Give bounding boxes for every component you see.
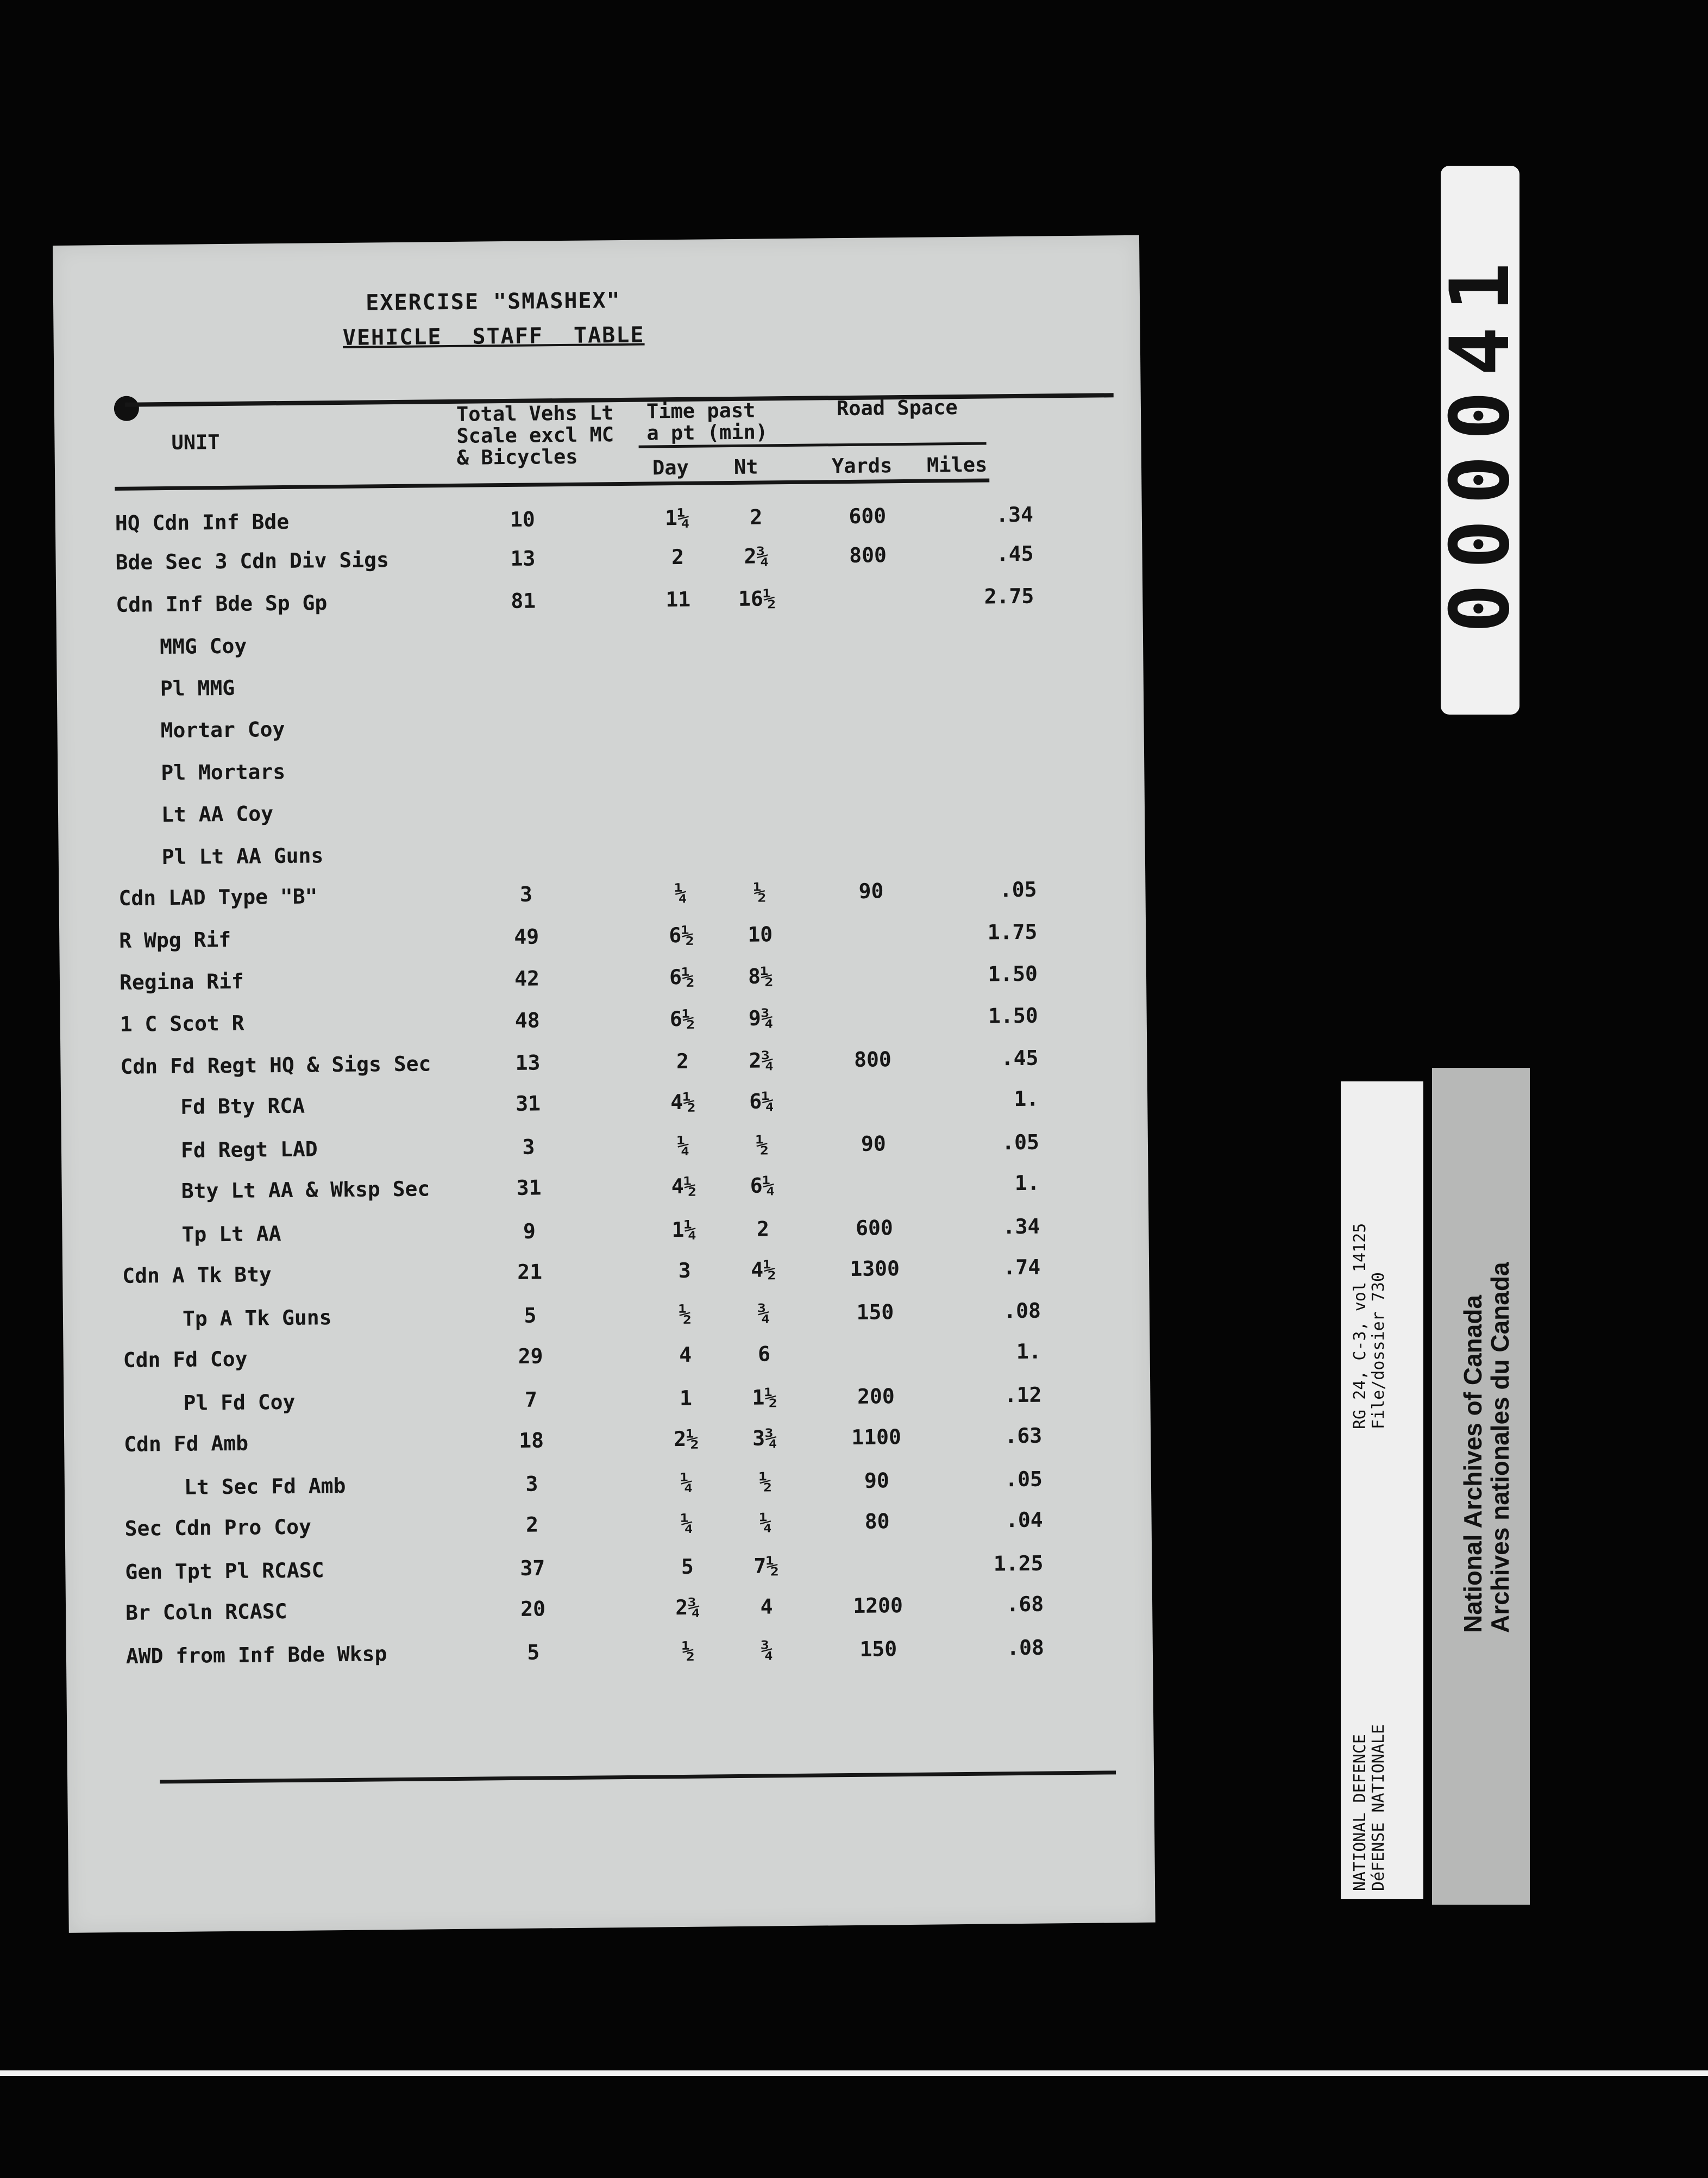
- cell-unit: Pl Mortars: [161, 759, 286, 785]
- cell-nt: ½: [756, 1132, 769, 1157]
- cell-yards: 150: [859, 1637, 897, 1661]
- table-row: [62, 1213, 1148, 1256]
- cell-unit: Cdn Inf Bde Sp Gp: [116, 591, 328, 617]
- table-row: [65, 1550, 1152, 1593]
- cell-vehicles: 3: [519, 882, 533, 906]
- cell-unit: MMG Coy: [159, 634, 247, 659]
- table-row: [62, 1170, 1148, 1213]
- cell-miles: .34: [1002, 1214, 1040, 1239]
- document-sheet: [53, 235, 1156, 1933]
- cell-nt: ¼: [759, 1510, 773, 1535]
- cell-unit: Sec Cdn Pro Coy: [124, 1514, 312, 1541]
- table-row: [55, 541, 1142, 584]
- cell-nt: 2: [756, 1217, 770, 1241]
- reference-line-2: File/dossier 730: [1369, 1272, 1388, 1429]
- cell-yards: [827, 585, 909, 586]
- cell-nt: ¾: [757, 1301, 770, 1325]
- cell-unit: HQ Cdn Inf Bde: [115, 509, 290, 535]
- archive-reference-label: [1341, 1081, 1423, 1899]
- cell-vehicles: 2: [525, 1512, 539, 1537]
- cell-nt: 4½: [751, 1257, 776, 1282]
- table-row: [65, 1507, 1151, 1550]
- cell-miles: .34: [995, 502, 1034, 527]
- cell-miles: .04: [1005, 1507, 1043, 1532]
- cell-day: 2¾: [675, 1595, 701, 1620]
- cell-nt: [728, 712, 788, 713]
- cell-miles: .12: [1004, 1382, 1042, 1407]
- cell-day: [649, 713, 709, 714]
- cell-nt: ½: [753, 880, 767, 904]
- cell-day: [649, 671, 709, 672]
- cell-nt: 1½: [752, 1385, 777, 1410]
- cell-yards: 90: [861, 1131, 887, 1156]
- cell-day: 1¼: [671, 1217, 697, 1242]
- cell-day: ½: [682, 1638, 695, 1663]
- cell-unit: Gen Tpt Pl RCASC: [125, 1558, 324, 1584]
- cell-unit: Cdn LAD Type "B": [118, 884, 318, 910]
- cell-yards: [828, 711, 910, 712]
- cell-unit: Fd Regt LAD: [180, 1137, 318, 1162]
- cell-vehicles: 49: [514, 924, 539, 949]
- cell-yards: 90: [858, 879, 884, 903]
- cell-yards: [833, 1172, 914, 1173]
- cell-yards: 80: [864, 1509, 890, 1534]
- header-time-past: Time past a pt (min): [646, 398, 768, 445]
- cell-vehicles: 5: [527, 1640, 540, 1664]
- table-row: [56, 583, 1142, 626]
- cell-yards: 200: [857, 1384, 895, 1409]
- table-row: [57, 667, 1144, 710]
- cell-nt: 2¾: [749, 1048, 774, 1073]
- cell-day: 1: [679, 1386, 693, 1411]
- cell-vehicles: 20: [520, 1597, 546, 1621]
- cell-day: 6½: [669, 965, 695, 990]
- cell-miles: .45: [996, 541, 1034, 566]
- cell-vehicles: 13: [515, 1050, 541, 1075]
- cell-day: 6½: [669, 923, 694, 948]
- table-row: [63, 1298, 1150, 1341]
- archives-name-fr: Archives nationales du Canada: [1486, 1262, 1514, 1633]
- cell-yards: 800: [853, 1047, 891, 1072]
- cell-unit: Cdn Fd Amb: [123, 1431, 249, 1456]
- cell-miles: [928, 837, 1037, 838]
- cell-unit: Pl MMG: [160, 675, 235, 701]
- cell-day: ¼: [680, 1511, 694, 1536]
- table-row: [66, 1591, 1152, 1634]
- cell-miles: 1.50: [988, 1003, 1038, 1028]
- cell-vehicles: 31: [516, 1091, 541, 1116]
- cell-day: ¼: [677, 1133, 690, 1158]
- punch-hole: [114, 396, 139, 421]
- cell-yards: 800: [849, 543, 887, 567]
- cell-yards: 600: [849, 504, 887, 528]
- cell-miles: [927, 794, 1036, 796]
- archives-name-en: National Archives of Canada: [1459, 1294, 1487, 1633]
- cell-day: 4: [679, 1342, 692, 1367]
- cell-vehicles: 9: [523, 1219, 536, 1243]
- cell-miles: 1.25: [993, 1551, 1044, 1576]
- table-row: [60, 1045, 1147, 1088]
- cell-unit: Lt Sec Fd Amb: [184, 1473, 346, 1499]
- cell-unit: Mortar Coy: [160, 717, 285, 743]
- table-row: [56, 625, 1143, 668]
- table-row: [60, 961, 1146, 1004]
- cell-vehicles: [491, 841, 561, 842]
- cell-miles: 1.: [1014, 1086, 1039, 1111]
- table-bottom-rule: [160, 1770, 1116, 1783]
- cell-day: 5: [681, 1554, 694, 1579]
- table-row: [59, 919, 1146, 962]
- table-row: [64, 1423, 1151, 1466]
- cell-yards: [831, 921, 912, 922]
- table-row: [58, 752, 1144, 794]
- table-row: [63, 1338, 1150, 1381]
- cell-day: 2: [676, 1049, 689, 1074]
- cell-vehicles: 37: [520, 1556, 545, 1580]
- cell-nt: 6¼: [750, 1173, 775, 1198]
- cell-day: ¼: [674, 880, 688, 905]
- cell-miles: .08: [1003, 1298, 1041, 1323]
- cell-day: 2½: [674, 1426, 699, 1451]
- cell-nt: 8½: [748, 964, 774, 988]
- cell-nt: 10: [748, 922, 773, 947]
- cell-day: [650, 797, 710, 798]
- cell-vehicles: 3: [522, 1135, 535, 1159]
- table-row: [64, 1382, 1150, 1425]
- cell-yards: 150: [856, 1300, 894, 1324]
- table-row: [57, 709, 1144, 752]
- cell-miles: .68: [1006, 1592, 1044, 1617]
- header-bottom-rule: [115, 478, 989, 490]
- header-vehicles: Total Vehs Lt Scale excl MC & Bicycles: [456, 401, 614, 470]
- frame-counter-digits: 000041: [1433, 247, 1528, 633]
- cell-nt: 6: [757, 1342, 771, 1366]
- document-title: EXERCISE "SMASHEX": [366, 287, 621, 316]
- cell-vehicles: 13: [510, 546, 536, 571]
- cell-miles: .45: [1001, 1046, 1039, 1071]
- cell-nt: ½: [759, 1469, 772, 1494]
- cell-day: ½: [679, 1301, 692, 1326]
- cell-vehicles: 42: [514, 966, 540, 991]
- header-road-space: Road Space: [836, 396, 958, 421]
- table-row: [55, 502, 1142, 544]
- cell-unit: AWD from Inf Bde Wksp: [125, 1642, 387, 1668]
- film-edge-strip: [0, 2070, 1708, 2076]
- cell-day: 3: [678, 1258, 691, 1283]
- header-unit: UNIT: [171, 430, 220, 454]
- cell-miles: 2.75: [984, 584, 1034, 609]
- cell-unit: Lt AA Coy: [161, 802, 274, 827]
- cell-vehicles: 81: [511, 589, 536, 613]
- table-row: [62, 1254, 1149, 1297]
- cell-day: [650, 755, 709, 756]
- cell-vehicles: 21: [517, 1260, 543, 1284]
- cell-day: ¼: [680, 1470, 693, 1495]
- cell-unit: Tp Lt AA: [181, 1222, 281, 1247]
- cell-yards: [828, 669, 910, 670]
- department-en: NATIONAL DEFENCE: [1351, 1734, 1370, 1891]
- cell-miles: [926, 627, 1034, 628]
- table-row: [59, 877, 1145, 919]
- cell-miles: [926, 668, 1035, 669]
- cell-day: 1¼: [664, 505, 690, 530]
- cell-miles: 1.: [1014, 1171, 1040, 1196]
- cell-vehicles: [489, 757, 560, 758]
- cell-vehicles: 10: [510, 507, 535, 531]
- cell-day: 4½: [671, 1174, 696, 1199]
- header-top-rule: [125, 393, 1114, 406]
- header-day: Day: [652, 455, 689, 480]
- cell-unit: Pl Lt AA Guns: [161, 843, 324, 869]
- table-row: [59, 836, 1145, 879]
- cell-unit: Tp A Tk Guns: [182, 1305, 332, 1331]
- cell-unit: R Wpg Rif: [119, 927, 231, 953]
- cell-miles: 1.75: [987, 919, 1038, 944]
- cell-unit: Cdn Fd Coy: [123, 1347, 248, 1372]
- cell-miles: 1.: [1016, 1339, 1041, 1364]
- table-row: [61, 1086, 1147, 1129]
- cell-nt: 7½: [753, 1554, 779, 1578]
- cell-miles: [926, 710, 1035, 711]
- cell-vehicles: 3: [525, 1472, 538, 1496]
- cell-vehicles: 18: [519, 1428, 544, 1453]
- cell-unit: Bde Sec 3 Cdn Div Sigs: [115, 548, 390, 574]
- cell-unit: Cdn A Tk Bty: [122, 1262, 272, 1288]
- cell-nt: 3¾: [752, 1426, 778, 1450]
- cell-vehicles: 31: [516, 1175, 542, 1200]
- cell-nt: 2¾: [744, 544, 769, 568]
- cell-unit: Fd Bty RCA: [180, 1093, 305, 1119]
- cell-miles: .05: [1005, 1467, 1043, 1492]
- cell-day: 11: [665, 587, 691, 612]
- cell-unit: Br Coln RCASC: [125, 1599, 287, 1625]
- cell-day: 4½: [670, 1090, 696, 1115]
- table-row: [58, 793, 1145, 836]
- cell-yards: 1200: [853, 1593, 903, 1618]
- header-miles: Miles: [926, 453, 988, 477]
- table-row: [60, 1003, 1147, 1046]
- table-row: [66, 1635, 1153, 1678]
- cell-nt: 16½: [738, 586, 776, 611]
- cell-nt: 4: [760, 1594, 773, 1619]
- cell-unit: Bty Lt AA & Wksp Sec: [181, 1176, 430, 1203]
- cell-nt: 6¼: [749, 1089, 775, 1113]
- cell-unit: Regina Rif: [119, 969, 244, 994]
- department-fr: DéFENSE NATIONALE: [1369, 1724, 1388, 1891]
- cell-yards: 90: [864, 1468, 889, 1493]
- cell-yards: 1300: [850, 1256, 900, 1281]
- cell-yards: 600: [855, 1216, 893, 1240]
- cell-unit: Cdn Fd Regt HQ & Sigs Sec: [120, 1052, 431, 1079]
- cell-miles: .05: [1002, 1130, 1040, 1155]
- cell-miles: .74: [1003, 1255, 1041, 1280]
- archives-canada-label: [1432, 1068, 1530, 1905]
- cell-day: [649, 629, 708, 630]
- document-subtitle: VEHICLE STAFF TABLE: [342, 322, 645, 351]
- reference-line-1: RG 24, C-3, vol 14125: [1351, 1223, 1370, 1429]
- cell-nt: 2: [750, 505, 763, 529]
- cell-unit: 1 C Scot R: [120, 1011, 244, 1036]
- table-row: [61, 1129, 1148, 1172]
- cell-nt: [730, 839, 789, 840]
- cell-vehicles: 29: [518, 1344, 543, 1368]
- cell-nt: ¾: [761, 1638, 774, 1662]
- cell-miles: [927, 753, 1035, 754]
- frame-counter: [1433, 166, 1528, 715]
- cell-vehicles: 5: [524, 1303, 537, 1328]
- header-yards: Yards: [831, 454, 893, 478]
- header-nt: Nt: [733, 455, 758, 479]
- cell-unit: Pl Fd Coy: [183, 1390, 296, 1415]
- cell-day: 2: [671, 544, 685, 569]
- cell-day: 6½: [669, 1006, 695, 1031]
- cell-miles: .05: [999, 877, 1037, 902]
- cell-miles: .08: [1006, 1635, 1045, 1660]
- cell-yards: 1100: [851, 1425, 902, 1449]
- cell-miles: .63: [1004, 1423, 1043, 1448]
- table-row: [65, 1466, 1151, 1509]
- cell-miles: 1.50: [988, 961, 1038, 986]
- cell-nt: 9¾: [748, 1006, 774, 1030]
- cell-vehicles: 7: [524, 1387, 538, 1412]
- cell-vehicles: 48: [514, 1008, 540, 1032]
